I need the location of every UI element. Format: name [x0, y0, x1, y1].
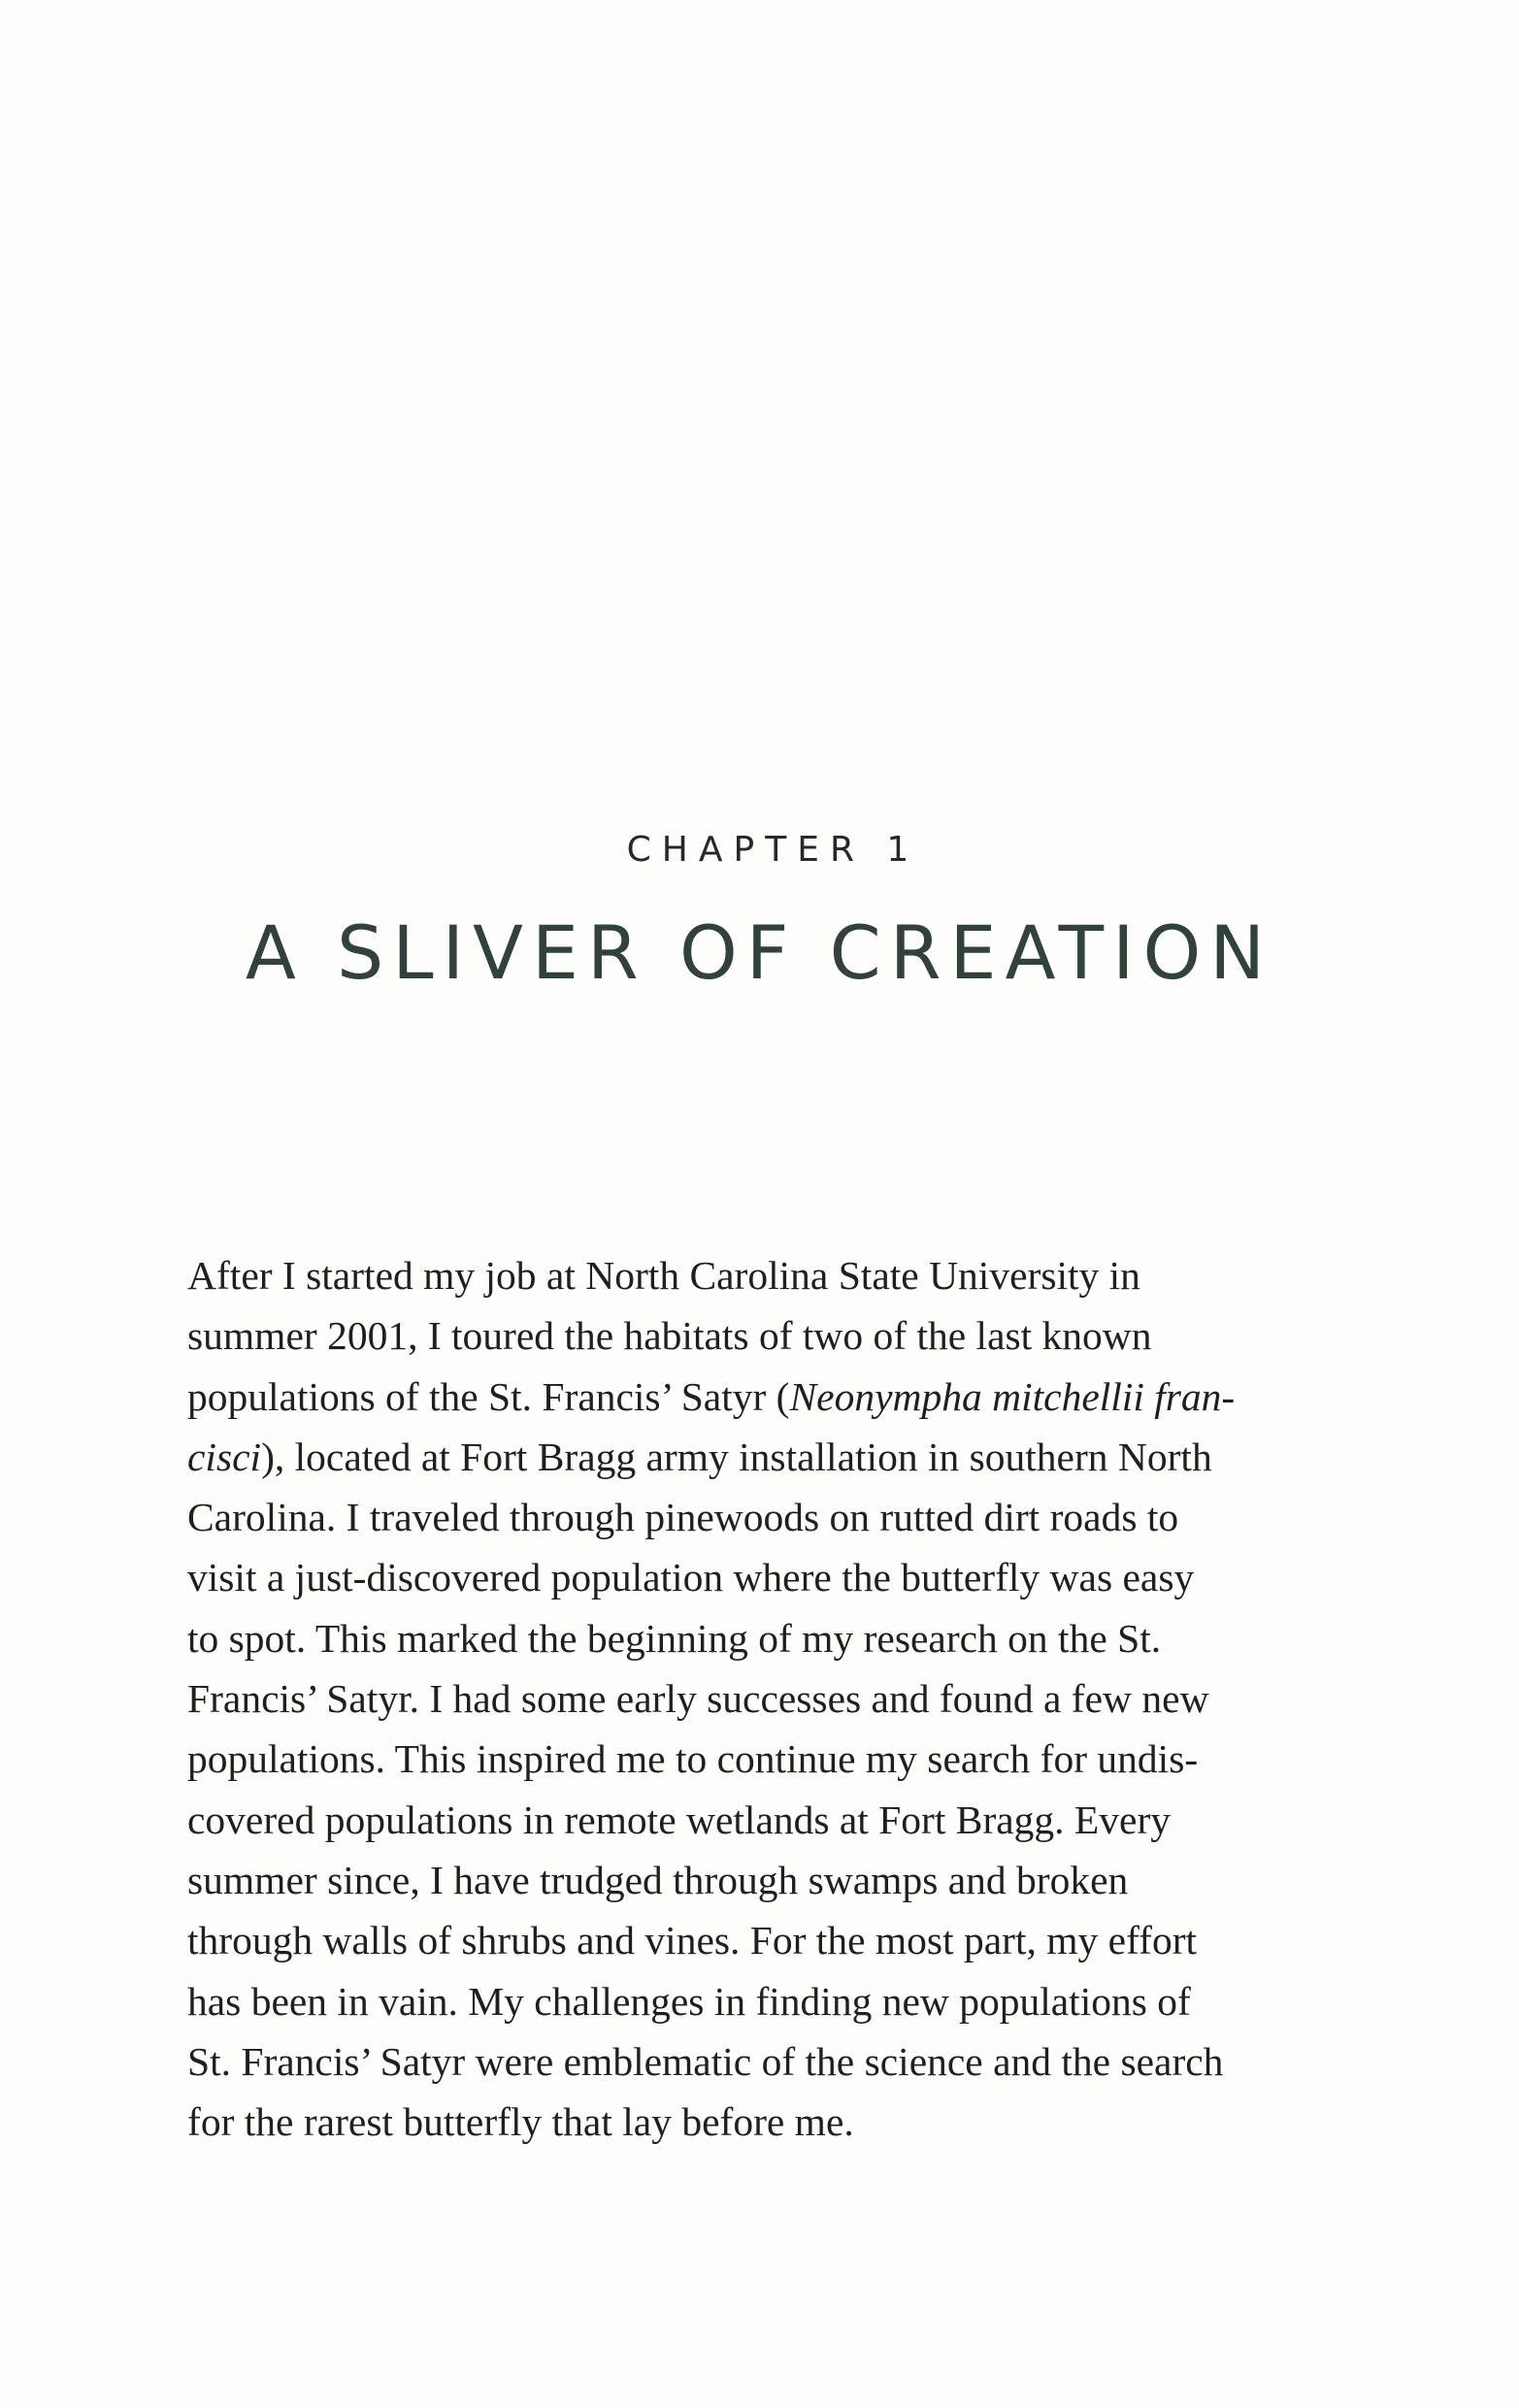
text-line: Francis’ Satyr. I had some early successes and found a few new — [187, 1676, 1209, 1722]
text-line: Carolina. I traveled through pinewoods on rutted dirt roads to — [187, 1495, 1179, 1540]
text-line: has been in vain. My challenges in finding new populations of — [187, 1978, 1191, 2024]
text-segment: populations of the St. Francis’ Satyr ( — [187, 1373, 790, 1419]
chapter-label: CHAPTER 1 — [626, 830, 920, 870]
text-line: populations. This inspired me to continue my search for undis- — [187, 1736, 1199, 1782]
text-line: visit a just-discovered population where the butterfly was easy — [187, 1555, 1195, 1600]
text-line: to spot. This marked the beginning of my research on the St. — [187, 1615, 1162, 1661]
text-line: summer since, I have trudged through swamps and broken — [187, 1857, 1129, 1902]
species-name-italic: cisci — [187, 1434, 262, 1479]
text-line: After I started my job at North Carolina State University in — [187, 1253, 1140, 1298]
chapter-title: A SLIVER OF CREATION — [245, 909, 1274, 996]
species-name-italic: Neonympha mitchellii fran- — [789, 1373, 1236, 1419]
text-line: summer 2001, I toured the habitats of two of the last known — [187, 1313, 1152, 1359]
text-line-with-species — [187, 1367, 1302, 1427]
text-line: St. Francis’ Satyr were emblematic of the science and the search — [187, 2038, 1224, 2084]
text-line: covered populations in remote wetlands at Fort Bragg. Every — [187, 1797, 1172, 1842]
text-line: for the rarest butterfly that lay before me. — [187, 2099, 854, 2145]
body-paragraph — [187, 1245, 1302, 2152]
text-line: cisci), located at Fort Bragg army installation in southern North — [187, 1434, 1212, 1479]
text-line: through walls of shrubs and vines. For the most part, my effort — [187, 1918, 1198, 1963]
